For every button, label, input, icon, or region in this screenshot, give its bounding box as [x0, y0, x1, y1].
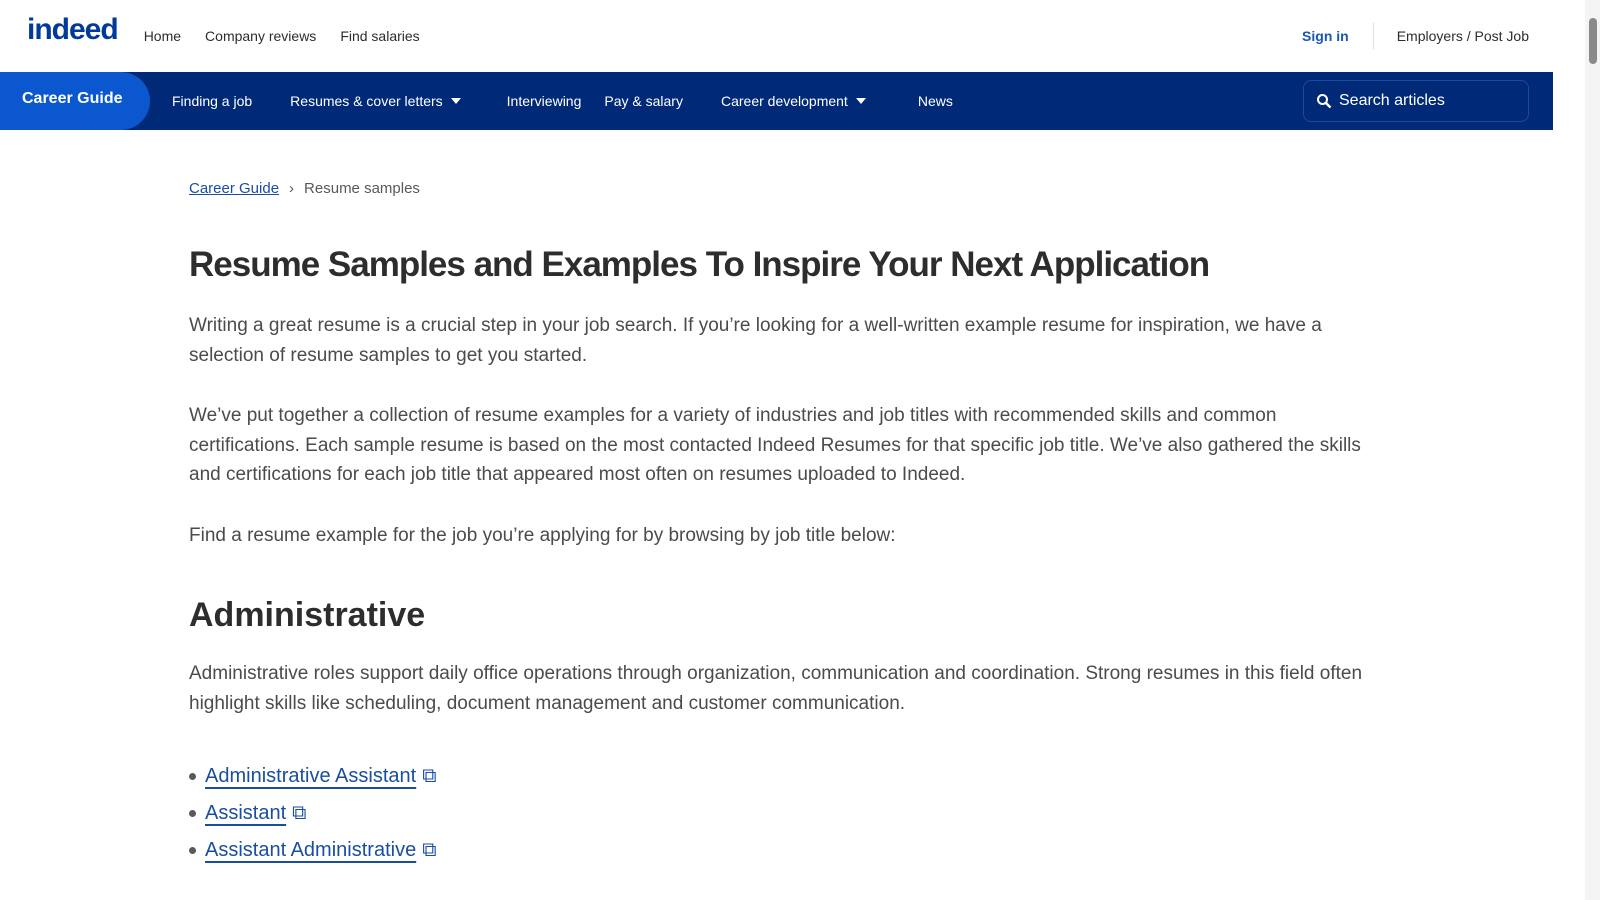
bullet [189, 810, 196, 817]
nav-label: Interviewing [506, 93, 582, 109]
breadcrumb-current: Resume samples [304, 180, 420, 197]
page-title: Resume Samples and Examples To Inspire Your Next Application [189, 245, 1210, 284]
career-guide-home[interactable]: Career Guide [0, 72, 150, 130]
resume-link-list [189, 758, 1380, 869]
nav-label: Pay & salary [604, 93, 683, 109]
section-description: Administrative roles support daily office operations through organization, communication and coordination. Strong resumes in this field often highlight skills like scheduling, document management and customer communication. [189, 663, 1363, 714]
find-salaries-link[interactable]: Find salaries [340, 28, 420, 44]
resume-link[interactable]: Assistant [205, 802, 287, 824]
nav-finding-a-job[interactable] [172, 93, 252, 109]
nav-pay-salary[interactable] [604, 93, 683, 109]
external-link-icon: ⧉ [422, 839, 437, 861]
intro-paragraph: Writing a great resume is a crucial step in your job search. If you’re looking for a well-written example resume for inspiration, we have a selection of resume samples to get you started. [189, 315, 1322, 366]
intro-paragraph: We’ve put together a collection of resume examples for a variety of industries and job titles with recommended skills and common certifications. Each sample resume is based on the most contacted Indeed Resumes for that specific job title. We’ve also gathered the skills and certifications for each job title that appeared most often on resumes uploaded to Indeed. [189, 405, 1361, 485]
resume-link[interactable]: Administrative Assistant [205, 765, 417, 787]
nav-career-development[interactable] [721, 93, 866, 109]
resume-link[interactable]: Assistant Administrative [205, 839, 417, 861]
scrollbar[interactable] [1585, 0, 1600, 900]
caret-down-icon [856, 98, 866, 104]
top-header [0, 0, 1553, 72]
chevron-right-icon: › [289, 180, 295, 197]
section-title: Administrative [189, 596, 426, 634]
list-item [189, 795, 1380, 832]
article [0, 180, 1380, 869]
sign-in-link[interactable]: Sign in [1302, 23, 1374, 49]
scrollbar-thumb[interactable] [1589, 18, 1597, 64]
caret-down-icon [451, 98, 461, 104]
employers-link[interactable]: Employers / Post Job [1396, 28, 1529, 44]
external-link-icon: ⧉ [292, 802, 307, 824]
company-reviews-link[interactable]: Company reviews [205, 28, 317, 44]
list-item [189, 832, 1380, 869]
career-guide-nav [0, 72, 1553, 130]
indeed-logo[interactable]: indeed [27, 13, 118, 46]
nav-news[interactable] [918, 93, 953, 109]
bullet [189, 847, 196, 854]
nav-interviewing[interactable] [507, 93, 582, 109]
search-icon [1316, 93, 1332, 109]
bullet [189, 773, 196, 780]
nav-label: Finding a job [172, 93, 253, 109]
list-item [189, 758, 1380, 795]
breadcrumb [189, 180, 1380, 197]
search-placeholder: Search articles [1339, 92, 1445, 109]
nav-label: Resumes & cover letters [290, 93, 443, 109]
external-link-icon: ⧉ [422, 765, 437, 787]
nav-label: Career development [720, 93, 848, 109]
intro-paragraph: Find a resume example for the job you’re applying for by browsing by job title below: [189, 524, 896, 546]
home-link[interactable]: Home [143, 28, 182, 44]
search-articles-input[interactable] [1303, 80, 1529, 122]
nav-resumes[interactable] [290, 93, 461, 109]
nav-label: News [917, 93, 953, 109]
breadcrumb-career-guide[interactable]: Career Guide [189, 180, 280, 197]
